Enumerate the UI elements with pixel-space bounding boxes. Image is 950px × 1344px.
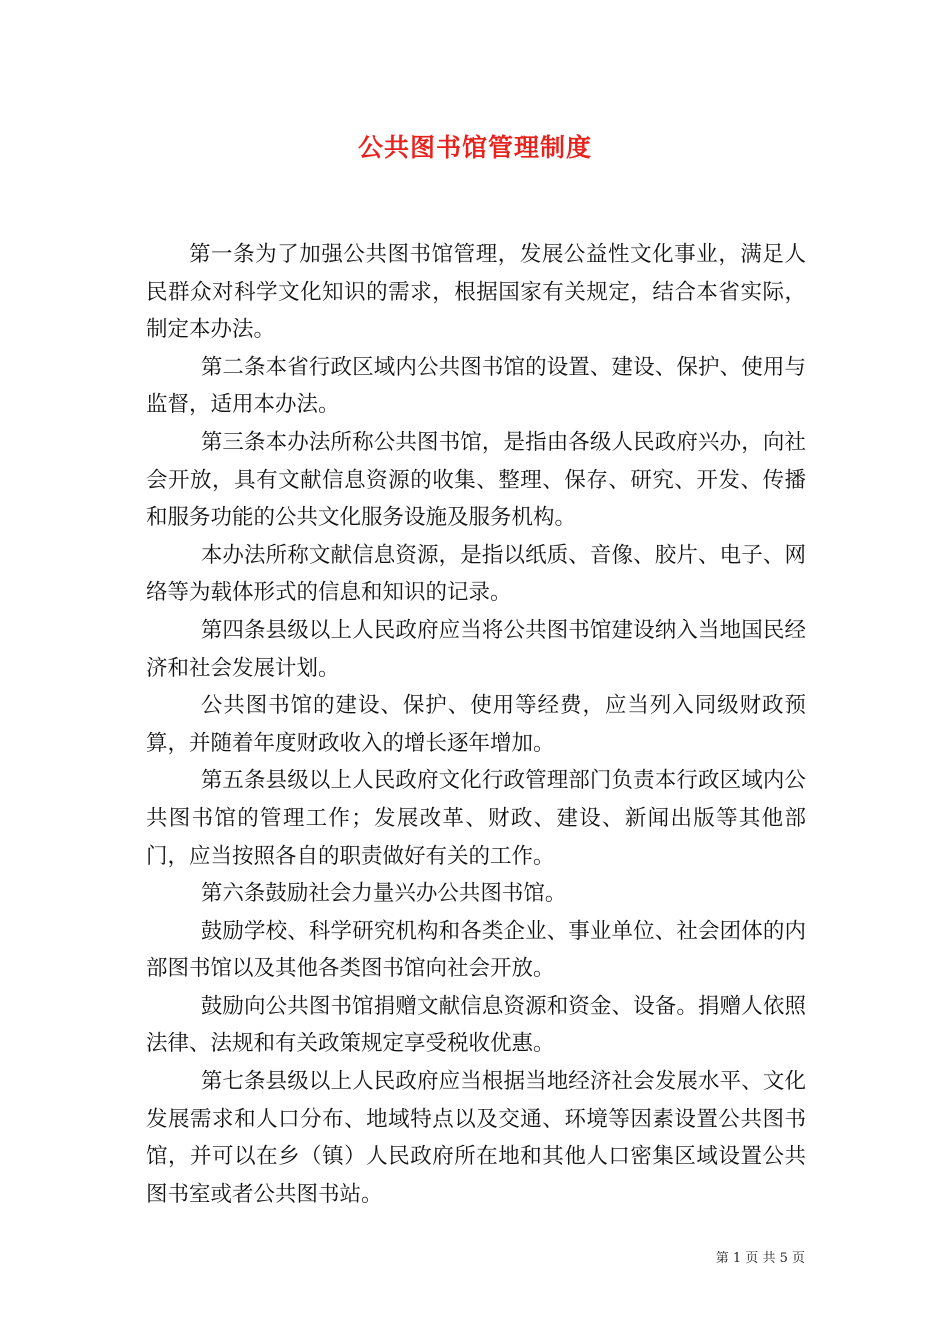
paragraph-article-4-funding: 公共图书馆的建设、保护、使用等经费，应当列入同级财政预算，并随着年度财政收入的增长逐年增加。 xyxy=(146,693,806,756)
paragraph-article-3: 第三条本办法所称公共图书馆，是指由各级人民政府兴办，向社会开放，具有文献信息资源的收集、整理、保存、研究、开发、传播和服务功能的公共文化服务设施及服务机构。 xyxy=(146,429,806,531)
paragraph-article-4: 第四条县级以上人民政府应当将公共图书馆建设纳入当地国民经济和社会发展计划。 xyxy=(146,617,806,681)
paragraph-article-6-schools: 鼓励学校、科学研究机构和各类企业、事业单位、社会团体的内部图书馆以及其他各类图书馆向社会开放。 xyxy=(146,918,806,982)
paragraph-article-3-definition: 本办法所称文献信息资源，是指以纸质、音像、胶片、电子、网络等为载体形式的信息和知识的记录。 xyxy=(146,542,806,606)
paragraph-article-6-donations: 鼓励向公共图书馆捐赠文献信息资源和资金、设备。捐赠人依照法律、法规和有关政策规定享受税收优惠。 xyxy=(146,993,806,1057)
paragraph-article-7: 第七条县级以上人民政府应当根据当地经济社会发展水平、文化发展需求和人口分布、地域特点以及交通、环境等因素设置公共图书馆，并可以在乡（镇）人民政府所在地和其他人口密集区域设置公共图书室或者公共图书站。 xyxy=(146,1069,806,1207)
page-number: 第 1 页 共 5 页 xyxy=(715,1251,805,1266)
document-title: 公共图书馆管理制度 xyxy=(357,133,592,162)
document-body xyxy=(146,236,806,1213)
paragraph-article-5: 第五条县级以上人民政府文化行政管理部门负责本行政区域内公共图书馆的管理工作；发展改革、财政、建设、新闻出版等其他部门，应当按照各自的职责做好有关的工作。 xyxy=(146,768,806,869)
paragraph-article-6: 第六条鼓励社会力量兴办公共图书馆。 xyxy=(200,881,567,907)
paragraph-article-1: 第一条为了加强公共图书馆管理，发展公益性文化事业，满足人民群众对科学文化知识的需求，根据国家有关规定，结合本省实际，制定本办法。 xyxy=(146,242,806,343)
paragraph-article-2: 第二条本省行政区域内公共图书馆的设置、建设、保护、使用与监督，适用本办法。 xyxy=(146,354,806,418)
